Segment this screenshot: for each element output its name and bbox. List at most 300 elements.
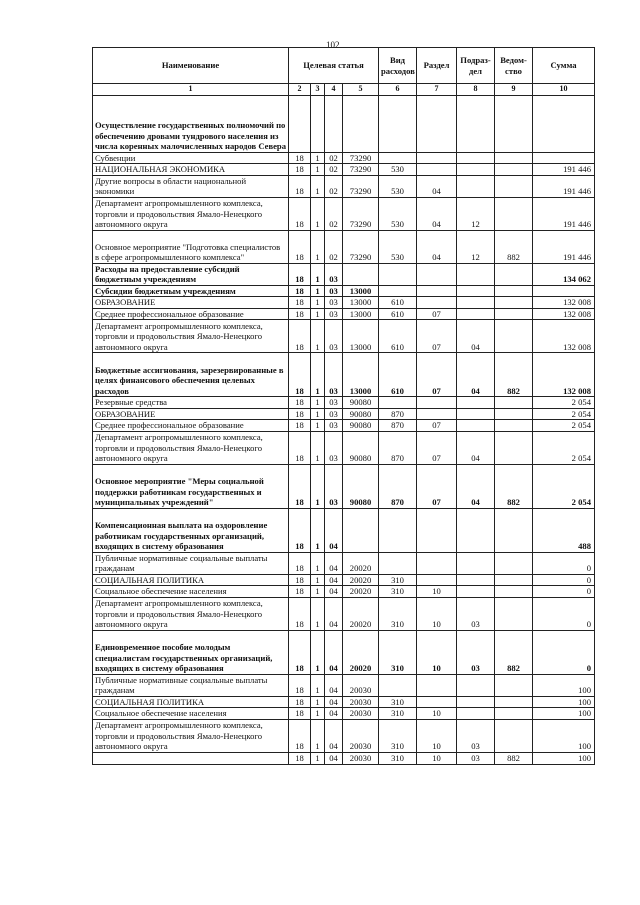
article-part-4: [343, 508, 379, 552]
row-sum: 488: [533, 508, 595, 552]
article-part-3: [325, 95, 343, 152]
article-part-2: 1: [311, 431, 325, 464]
section-code: [417, 95, 457, 152]
subsection-code: 04: [457, 353, 495, 397]
subsection-code: [457, 164, 495, 176]
article-part-3: 02: [325, 164, 343, 176]
article-part-4: 90080: [343, 408, 379, 420]
article-part-3: 03: [325, 285, 343, 297]
row-name: Другие вопросы в области национальной экономики: [93, 175, 289, 197]
expense-kind: 870: [379, 464, 417, 508]
department-code: [495, 708, 533, 720]
department-code: [495, 431, 533, 464]
department-code: 882: [495, 464, 533, 508]
section-code: 07: [417, 431, 457, 464]
article-part-1: 18: [289, 708, 311, 720]
department-code: [495, 397, 533, 409]
table-row: [93, 431, 595, 464]
table-row: [93, 175, 595, 197]
column-number: 2: [289, 84, 311, 96]
department-code: 882: [495, 752, 533, 764]
article-part-2: 1: [311, 263, 325, 285]
header-article: Целевая статья: [289, 48, 379, 84]
article-part-1: 18: [289, 586, 311, 598]
row-name: СОЦИАЛЬНАЯ ПОЛИТИКА: [93, 696, 289, 708]
subsection-code: 04: [457, 431, 495, 464]
article-part-3: 04: [325, 674, 343, 696]
page-number: 102: [326, 40, 340, 50]
expense-kind: 870: [379, 420, 417, 432]
column-number: 8: [457, 84, 495, 96]
subsection-code: [457, 696, 495, 708]
section-code: 04: [417, 230, 457, 263]
article-part-3: 03: [325, 297, 343, 309]
article-part-1: 18: [289, 630, 311, 674]
table-row: [93, 285, 595, 297]
article-part-3: 02: [325, 230, 343, 263]
expense-kind: 610: [379, 308, 417, 320]
table-row: [93, 630, 595, 674]
article-part-4: 20020: [343, 574, 379, 586]
department-code: [495, 285, 533, 297]
row-sum: 191 446: [533, 175, 595, 197]
article-part-4: 73290: [343, 152, 379, 164]
article-part-4: 73290: [343, 175, 379, 197]
article-part-2: 1: [311, 508, 325, 552]
article-part-2: 1: [311, 719, 325, 752]
section-code: [417, 397, 457, 409]
article-part-1: 18: [289, 719, 311, 752]
row-name: Основное мероприятие "Меры социальной поддержки работникам государственных и муниципальных учреждений": [93, 464, 289, 508]
article-part-3: 03: [325, 320, 343, 353]
section-code: 07: [417, 464, 457, 508]
article-part-2: 1: [311, 674, 325, 696]
department-code: [495, 95, 533, 152]
expense-kind: 310: [379, 574, 417, 586]
row-name: Департамент агропромышленного комплекса, торговли и продовольствия Ямало-Ненецкого автономного округа: [93, 431, 289, 464]
article-part-2: 1: [311, 164, 325, 176]
article-part-4: [343, 95, 379, 152]
row-name: Департамент агропромышленного комплекса, торговли и продовольствия Ямало-Ненецкого автономного округа: [93, 320, 289, 353]
expense-kind: 310: [379, 719, 417, 752]
expense-kind: 610: [379, 297, 417, 309]
table-row: [93, 597, 595, 630]
row-sum: 2 054: [533, 408, 595, 420]
expense-kind: 870: [379, 431, 417, 464]
subsection-code: 12: [457, 230, 495, 263]
table-row: [93, 696, 595, 708]
row-name: Социальное обеспечение населения: [93, 586, 289, 598]
article-part-3: 04: [325, 552, 343, 574]
row-sum: [533, 95, 595, 152]
article-part-3: 03: [325, 464, 343, 508]
department-code: [495, 508, 533, 552]
article-part-1: 18: [289, 297, 311, 309]
article-part-2: 1: [311, 175, 325, 197]
article-part-3: 03: [325, 420, 343, 432]
row-name: Публичные нормативные социальные выплаты гражданам: [93, 552, 289, 574]
subsection-code: [457, 297, 495, 309]
article-part-2: 1: [311, 586, 325, 598]
table-row: [93, 297, 595, 309]
article-part-1: 18: [289, 574, 311, 586]
article-part-2: 1: [311, 197, 325, 230]
article-part-3: 04: [325, 508, 343, 552]
subsection-code: 04: [457, 464, 495, 508]
article-part-3: 04: [325, 708, 343, 720]
expense-kind: 530: [379, 230, 417, 263]
expense-kind: 310: [379, 630, 417, 674]
article-part-2: 1: [311, 630, 325, 674]
article-part-3: 04: [325, 719, 343, 752]
article-part-1: 18: [289, 420, 311, 432]
table-row: [93, 408, 595, 420]
row-sum: 132 008: [533, 320, 595, 353]
article-part-3: 02: [325, 197, 343, 230]
section-code: [417, 508, 457, 552]
article-part-2: 1: [311, 574, 325, 586]
department-code: [495, 320, 533, 353]
row-sum: 0: [533, 574, 595, 586]
row-sum: 2 054: [533, 431, 595, 464]
article-part-2: 1: [311, 230, 325, 263]
subsection-code: 03: [457, 719, 495, 752]
subsection-code: [457, 175, 495, 197]
department-code: [495, 152, 533, 164]
table-row: [93, 263, 595, 285]
header-kind: Вид расходов: [379, 48, 417, 84]
article-part-1: 18: [289, 752, 311, 764]
department-code: 882: [495, 630, 533, 674]
table-header-row: [93, 48, 595, 84]
article-part-3: 03: [325, 263, 343, 285]
row-sum: 0: [533, 586, 595, 598]
row-sum: 132 008: [533, 308, 595, 320]
table-row: [93, 397, 595, 409]
department-code: [495, 586, 533, 598]
expense-kind: [379, 552, 417, 574]
header-sum: Сумма: [533, 48, 595, 84]
article-part-1: 18: [289, 464, 311, 508]
row-sum: [533, 152, 595, 164]
section-code: [417, 408, 457, 420]
article-part-1: 18: [289, 552, 311, 574]
article-part-3: 04: [325, 574, 343, 586]
department-code: [495, 552, 533, 574]
article-part-4: 20020: [343, 586, 379, 598]
row-name: НАЦИОНАЛЬНАЯ ЭКОНОМИКА: [93, 164, 289, 176]
article-part-3: 04: [325, 630, 343, 674]
row-name: Социальное обеспечение населения: [93, 708, 289, 720]
subsection-code: [457, 420, 495, 432]
expense-kind: [379, 508, 417, 552]
subsection-code: [457, 586, 495, 598]
article-part-1: 18: [289, 308, 311, 320]
department-code: [495, 263, 533, 285]
table-row: [93, 152, 595, 164]
article-part-1: 18: [289, 263, 311, 285]
expense-kind: 310: [379, 708, 417, 720]
row-sum: 2 054: [533, 420, 595, 432]
table-row: [93, 464, 595, 508]
row-sum: [533, 285, 595, 297]
article-part-2: 1: [311, 397, 325, 409]
article-part-4: 73290: [343, 197, 379, 230]
article-part-4: 20030: [343, 696, 379, 708]
row-sum: 100: [533, 708, 595, 720]
article-part-4: 13000: [343, 297, 379, 309]
expense-kind: [379, 95, 417, 152]
row-name: Департамент агропромышленного комплекса, торговли и продовольствия Ямало-Ненецкого автономного округа: [93, 197, 289, 230]
article-part-4: 20020: [343, 630, 379, 674]
article-part-2: 1: [311, 464, 325, 508]
department-code: [495, 297, 533, 309]
row-sum: 2 054: [533, 397, 595, 409]
row-name: СОЦИАЛЬНАЯ ПОЛИТИКА: [93, 574, 289, 586]
department-code: [495, 696, 533, 708]
section-code: [417, 285, 457, 297]
table-row: [93, 353, 595, 397]
expense-kind: 530: [379, 164, 417, 176]
row-name: Бюджетные ассигнования, зарезервированные в целях финансового обеспечения целевых расходов: [93, 353, 289, 397]
article-part-4: 90080: [343, 420, 379, 432]
expense-kind: 610: [379, 353, 417, 397]
table-row: [93, 674, 595, 696]
column-number: 7: [417, 84, 457, 96]
article-part-1: 18: [289, 353, 311, 397]
header-name: Наименование: [93, 48, 289, 84]
header-section: Раздел: [417, 48, 457, 84]
row-name: Субсидии бюджетным учреждениям: [93, 285, 289, 297]
article-part-1: 18: [289, 197, 311, 230]
article-part-3: 02: [325, 175, 343, 197]
article-part-3: 03: [325, 397, 343, 409]
department-code: [495, 175, 533, 197]
article-part-2: 1: [311, 320, 325, 353]
article-part-2: 1: [311, 708, 325, 720]
expense-kind: 530: [379, 175, 417, 197]
article-part-4: 90080: [343, 431, 379, 464]
column-number: 10: [533, 84, 595, 96]
article-part-4: 20030: [343, 674, 379, 696]
subsection-code: [457, 408, 495, 420]
table-row: [93, 574, 595, 586]
subsection-code: 12: [457, 197, 495, 230]
expense-kind: 310: [379, 597, 417, 630]
article-part-1: 18: [289, 674, 311, 696]
subsection-code: [457, 95, 495, 152]
department-code: [495, 164, 533, 176]
department-code: 882: [495, 230, 533, 263]
subsection-code: [457, 674, 495, 696]
expense-kind: 310: [379, 586, 417, 598]
expense-kind: 310: [379, 752, 417, 764]
article-part-4: 90080: [343, 397, 379, 409]
article-part-3: 04: [325, 597, 343, 630]
article-part-2: 1: [311, 285, 325, 297]
expense-kind: 310: [379, 696, 417, 708]
row-sum: 132 008: [533, 297, 595, 309]
row-name: Резервные средства: [93, 397, 289, 409]
article-part-1: 18: [289, 152, 311, 164]
article-part-1: 18: [289, 397, 311, 409]
row-name: Осуществление государственных полномочий по обеспечению дровами тундрового населения из числа коренных малочисленных народов Севера: [93, 95, 289, 152]
article-part-3: 03: [325, 353, 343, 397]
department-code: [495, 574, 533, 586]
article-part-4: 90080: [343, 464, 379, 508]
section-code: 07: [417, 320, 457, 353]
subsection-code: [457, 574, 495, 586]
expense-kind: [379, 397, 417, 409]
subsection-code: 03: [457, 752, 495, 764]
section-code: [417, 674, 457, 696]
row-name: ОБРАЗОВАНИЕ: [93, 408, 289, 420]
article-part-3: 03: [325, 308, 343, 320]
article-part-4: 20030: [343, 719, 379, 752]
section-code: [417, 696, 457, 708]
section-code: 07: [417, 420, 457, 432]
column-number: 4: [325, 84, 343, 96]
row-name: [93, 752, 289, 764]
subsection-code: [457, 708, 495, 720]
row-sum: 100: [533, 719, 595, 752]
section-code: [417, 574, 457, 586]
table-row: [93, 752, 595, 764]
row-sum: 0: [533, 630, 595, 674]
subsection-code: [457, 397, 495, 409]
row-sum: 100: [533, 696, 595, 708]
section-code: 10: [417, 719, 457, 752]
article-part-2: 1: [311, 297, 325, 309]
article-part-2: [311, 95, 325, 152]
expense-kind: [379, 152, 417, 164]
row-sum: 191 446: [533, 164, 595, 176]
article-part-1: 18: [289, 175, 311, 197]
department-code: [495, 308, 533, 320]
article-part-4: 20020: [343, 597, 379, 630]
table-row: [93, 552, 595, 574]
article-part-1: 18: [289, 408, 311, 420]
row-name: Департамент агропромышленного комплекса, торговли и продовольствия Ямало-Ненецкого автономного округа: [93, 597, 289, 630]
row-name: Основное мероприятие "Подготовка специалистов в сфере агропромышленного комплекса": [93, 230, 289, 263]
department-code: [495, 597, 533, 630]
department-code: [495, 719, 533, 752]
column-number-row: [93, 84, 595, 96]
article-part-2: 1: [311, 420, 325, 432]
section-code: 10: [417, 630, 457, 674]
article-part-3: 03: [325, 431, 343, 464]
row-sum: 134 062: [533, 263, 595, 285]
article-part-4: [343, 263, 379, 285]
row-sum: 132 008: [533, 353, 595, 397]
article-part-4: 73290: [343, 164, 379, 176]
row-sum: 191 446: [533, 197, 595, 230]
row-name: Публичные нормативные социальные выплаты гражданам: [93, 674, 289, 696]
expense-kind: 870: [379, 408, 417, 420]
department-code: [495, 674, 533, 696]
article-part-1: 18: [289, 164, 311, 176]
article-part-3: 03: [325, 408, 343, 420]
section-code: 10: [417, 752, 457, 764]
section-code: 07: [417, 308, 457, 320]
row-name: Среднее профессиональное образование: [93, 308, 289, 320]
section-code: 04: [417, 197, 457, 230]
article-part-4: 13000: [343, 353, 379, 397]
header-subsection: Подраз-дел: [457, 48, 495, 84]
section-code: 07: [417, 353, 457, 397]
article-part-3: 04: [325, 752, 343, 764]
section-code: 04: [417, 175, 457, 197]
table-row: [93, 708, 595, 720]
column-number: 1: [93, 84, 289, 96]
subsection-code: 04: [457, 320, 495, 353]
article-part-2: 1: [311, 152, 325, 164]
row-name: Среднее профессиональное образование: [93, 420, 289, 432]
section-code: [417, 152, 457, 164]
subsection-code: [457, 263, 495, 285]
row-name: ОБРАЗОВАНИЕ: [93, 297, 289, 309]
section-code: [417, 263, 457, 285]
section-code: [417, 164, 457, 176]
table-row: [93, 420, 595, 432]
article-part-4: 13000: [343, 308, 379, 320]
article-part-1: 18: [289, 431, 311, 464]
article-part-2: 1: [311, 696, 325, 708]
table-row: [93, 508, 595, 552]
department-code: 882: [495, 353, 533, 397]
department-code: [495, 197, 533, 230]
article-part-4: 20030: [343, 708, 379, 720]
row-name: Компенсационная выплата на оздоровление работникам государственных организаций, входящих в систему образования: [93, 508, 289, 552]
article-part-1: 18: [289, 230, 311, 263]
expense-kind: [379, 285, 417, 297]
table-row: [93, 308, 595, 320]
row-name: Расходы на предоставление субсидий бюджетным учреждениям: [93, 263, 289, 285]
article-part-1: [289, 95, 311, 152]
column-number: 5: [343, 84, 379, 96]
row-sum: 191 446: [533, 230, 595, 263]
subsection-code: 03: [457, 597, 495, 630]
subsection-code: [457, 508, 495, 552]
article-part-2: 1: [311, 552, 325, 574]
expense-kind: [379, 674, 417, 696]
budget-table: [92, 47, 595, 765]
row-sum: 100: [533, 674, 595, 696]
article-part-1: 18: [289, 597, 311, 630]
row-name: Единовременное пособие молодым специалистам государственных организаций, входящих в систему образования: [93, 630, 289, 674]
row-sum: 0: [533, 597, 595, 630]
section-code: 10: [417, 708, 457, 720]
table-body: [93, 95, 595, 764]
table-row: [93, 95, 595, 152]
expense-kind: 610: [379, 320, 417, 353]
article-part-4: 73290: [343, 230, 379, 263]
table-row: [93, 164, 595, 176]
expense-kind: 530: [379, 197, 417, 230]
table-row: [93, 320, 595, 353]
section-code: 10: [417, 586, 457, 598]
article-part-3: 02: [325, 152, 343, 164]
row-sum: 100: [533, 752, 595, 764]
row-sum: 0: [533, 552, 595, 574]
article-part-2: 1: [311, 597, 325, 630]
subsection-code: [457, 152, 495, 164]
article-part-3: 04: [325, 696, 343, 708]
row-name: Субвенции: [93, 152, 289, 164]
header-department: Ведом-ство: [495, 48, 533, 84]
column-number: 9: [495, 84, 533, 96]
article-part-2: 1: [311, 308, 325, 320]
